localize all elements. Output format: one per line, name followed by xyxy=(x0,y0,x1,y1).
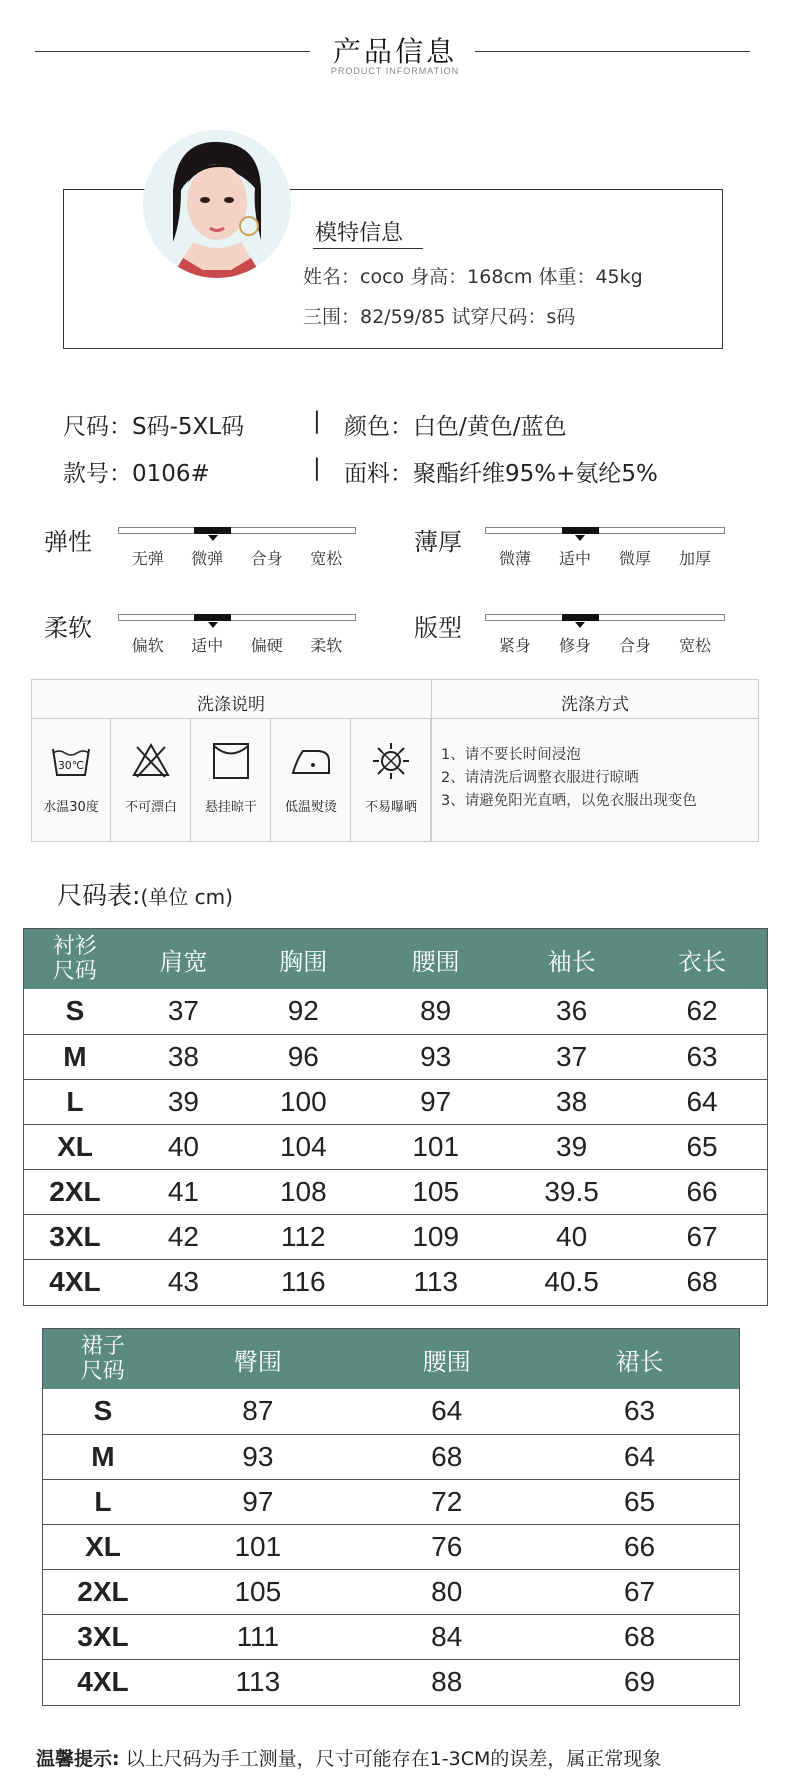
size-table-title xyxy=(57,876,233,912)
model-name-height-weight: 姓名：coco 身高：168cm 体重：45kg xyxy=(303,266,643,288)
low-iron-icon xyxy=(291,741,331,781)
shirt-value-cell: 101 xyxy=(366,1124,506,1169)
skirt-value-cell: 68 xyxy=(353,1434,541,1479)
slider-pointer-icon xyxy=(208,622,218,628)
shirt-value-cell: 41 xyxy=(126,1169,241,1214)
skirt-value-cell: 69 xyxy=(623,1665,656,1697)
skirt-header-size-line: 裙子 xyxy=(80,1334,125,1359)
tip-text: 以上尺码为手工测量，尺寸可能存在1-3CM的误差，属正常现象 xyxy=(125,1748,662,1770)
slider-option: 加厚 xyxy=(678,549,711,568)
skirt-size-cell: 2XL xyxy=(43,1569,163,1614)
tip-label: 温馨提示: xyxy=(36,1748,120,1770)
shirt-size-cell: XL xyxy=(24,1124,126,1169)
size-table-label: 尺码表: xyxy=(57,881,141,910)
skirt-table-row xyxy=(43,1479,739,1524)
shirt-value-cell: 89 xyxy=(366,989,506,1034)
washing-note: 2、请清洗后调整衣服进行晾晒 xyxy=(441,770,639,786)
shirt-size-cell: 4XL xyxy=(49,1265,101,1297)
skirt-value-cell: 105 xyxy=(163,1569,353,1614)
skirt-table-row xyxy=(43,1614,739,1659)
skirt-value-cell: 67 xyxy=(541,1569,739,1614)
slider-selected-mark xyxy=(562,527,599,534)
skirt-header-cell: 腰围 xyxy=(353,1329,541,1389)
skirt-size-cell: S xyxy=(43,1389,163,1434)
slider-option: 无弹 xyxy=(131,549,164,568)
washing-instructions-title: 洗涤说明 xyxy=(197,695,265,715)
spec-style-number: 款号：0106# xyxy=(63,461,210,487)
model-info-title: 模特信息 xyxy=(315,221,404,246)
skirt-value-cell: 84 xyxy=(353,1614,541,1659)
skirt-size-table xyxy=(43,1329,739,1704)
washing-note: 1、请不要长时间浸泡 xyxy=(441,747,581,763)
shirt-value-cell: 93 xyxy=(366,1034,506,1079)
skirt-value-cell: 97 xyxy=(163,1479,353,1524)
shirt-value-cell: 64 xyxy=(638,1079,767,1124)
shirt-value-cell: 66 xyxy=(638,1169,767,1214)
skirt-value-cell: 65 xyxy=(541,1479,739,1524)
washing-method-title: 洗涤方式 xyxy=(561,695,629,715)
shirt-header-size-line: 衬衫 xyxy=(52,934,97,959)
skirt-size-cell: M xyxy=(43,1434,163,1479)
no-bleach-cell xyxy=(111,719,191,841)
skirt-value-cell: 64 xyxy=(353,1389,541,1434)
shirt-header-cell: 腰围 xyxy=(366,929,506,989)
shirt-value-cell: 112 xyxy=(241,1214,366,1259)
shirt-value-cell: 39 xyxy=(126,1079,241,1124)
shirt-header-cell: 袖长 xyxy=(506,929,638,989)
slider-option: 柔软 xyxy=(310,636,343,655)
shirt-value-cell: 37 xyxy=(506,1034,638,1079)
hang-dry-cell xyxy=(191,719,271,841)
model-avatar xyxy=(143,130,291,278)
slider-option: 宽松 xyxy=(310,549,343,568)
skirt-value-cell: 101 xyxy=(163,1524,353,1569)
skirt-value-cell: 72 xyxy=(353,1479,541,1524)
shirt-value-cell: 38 xyxy=(126,1034,241,1079)
spec-separator: | xyxy=(313,408,321,434)
shirt-value-cell: 92 xyxy=(241,989,366,1034)
svg-text:30℃: 30℃ xyxy=(57,759,85,772)
skirt-value-cell: 76 xyxy=(353,1524,541,1569)
shirt-size-table xyxy=(24,929,767,1304)
slider-option: 修身 xyxy=(558,636,591,655)
size-tip xyxy=(36,1744,661,1771)
shirt-value-cell: 43 xyxy=(167,1265,199,1297)
shirt-header-size xyxy=(24,929,126,989)
shirt-value-cell: 104 xyxy=(241,1124,366,1169)
shirt-table-row xyxy=(24,1214,767,1259)
skirt-size-cell: XL xyxy=(43,1524,163,1569)
skirt-header-size xyxy=(43,1329,163,1389)
shirt-value-cell: 65 xyxy=(638,1124,767,1169)
shirt-value-cell: 108 xyxy=(241,1169,366,1214)
slider-option: 宽松 xyxy=(678,636,711,655)
slider-option: 偏硬 xyxy=(250,636,283,655)
shirt-header-size-line: 尺码 xyxy=(52,959,97,984)
skirt-table-row xyxy=(43,1434,739,1479)
wash-30-label: 水温30度 xyxy=(43,800,99,815)
shirt-size-cell: M xyxy=(24,1034,126,1079)
slider-option: 偏软 xyxy=(131,636,164,655)
shirt-table-row xyxy=(24,1124,767,1169)
slider-option: 微薄 xyxy=(498,549,531,568)
shirt-value-cell: 37 xyxy=(126,989,241,1034)
shirt-header-cell: 衣长 xyxy=(638,929,767,989)
spec-separator: | xyxy=(313,455,321,481)
shirt-value-cell: 68 xyxy=(686,1265,718,1297)
slider-option: 紧身 xyxy=(498,636,531,655)
spec-color: 颜色：白色/黄色/蓝色 xyxy=(344,414,567,440)
skirt-value-cell: 88 xyxy=(431,1665,463,1697)
skirt-value-cell: 66 xyxy=(541,1524,739,1569)
shirt-table-row xyxy=(24,1079,767,1124)
page-title: 产品信息 xyxy=(332,35,457,68)
shirt-value-cell: 96 xyxy=(241,1034,366,1079)
shirt-value-cell: 113 xyxy=(413,1265,459,1297)
skirt-value-cell: 68 xyxy=(541,1614,739,1659)
shirt-value-cell: 116 xyxy=(280,1265,326,1297)
skirt-table-row xyxy=(43,1389,739,1434)
hang-dry-label: 悬挂晾干 xyxy=(204,800,257,815)
shirt-value-cell: 67 xyxy=(638,1214,767,1259)
slider-selected-mark xyxy=(194,614,231,621)
slider-track xyxy=(118,527,356,534)
no-bleach-icon xyxy=(131,741,171,781)
slider-label: 薄厚 xyxy=(414,528,462,556)
spec-fabric: 面料：聚酯纤维95%+氨纶5% xyxy=(344,461,658,487)
shirt-table-row xyxy=(24,989,767,1034)
skirt-value-cell: 111 xyxy=(163,1614,353,1659)
shirt-value-cell: 63 xyxy=(638,1034,767,1079)
model-measurements: 三围：82/59/85 试穿尺码：s码 xyxy=(303,306,576,328)
skirt-value-cell: 64 xyxy=(541,1434,739,1479)
shirt-value-cell: 97 xyxy=(366,1079,506,1124)
slider-label: 柔软 xyxy=(44,614,92,642)
shirt-table-row xyxy=(24,1169,767,1214)
no-sun-cell xyxy=(351,719,431,841)
no-bleach-label: 不可漂白 xyxy=(124,800,177,815)
model-title-underline xyxy=(313,248,423,249)
shirt-value-cell: 40 xyxy=(506,1214,638,1259)
slider-pointer-icon xyxy=(575,535,585,541)
skirt-size-cell: 3XL xyxy=(43,1614,163,1659)
slider-label: 弹性 xyxy=(44,528,92,556)
skirt-header-size-line: 尺码 xyxy=(80,1359,125,1384)
shirt-value-cell: 105 xyxy=(366,1169,506,1214)
shirt-value-cell: 62 xyxy=(638,989,767,1034)
skirt-table-row xyxy=(43,1569,739,1614)
spec-size: 尺码：S码-5XL码 xyxy=(63,414,245,440)
shirt-header-cell: 肩宽 xyxy=(126,929,241,989)
shirt-table-row xyxy=(24,1259,767,1304)
shirt-size-cell: 3XL xyxy=(24,1214,126,1259)
shirt-size-cell: S xyxy=(24,989,126,1034)
slider-label: 版型 xyxy=(414,614,462,642)
shirt-value-cell: 39 xyxy=(506,1124,638,1169)
size-table-unit: (单位 cm) xyxy=(140,885,233,909)
shirt-value-cell: 40 xyxy=(126,1124,241,1169)
shirt-value-cell: 38 xyxy=(506,1079,638,1124)
slider-option: 微厚 xyxy=(618,549,651,568)
skirt-size-cell: L xyxy=(43,1479,163,1524)
skirt-value-cell: 87 xyxy=(163,1389,353,1434)
washing-notes xyxy=(441,744,697,813)
washing-note: 3、请避免阳光直晒，以免衣服出现变色 xyxy=(441,793,697,809)
skirt-header-cell: 裙长 xyxy=(541,1329,739,1389)
slider-track xyxy=(485,527,725,534)
slider-option: 适中 xyxy=(558,549,591,568)
shirt-size-cell: L xyxy=(24,1079,126,1124)
shirt-value-cell: 40.5 xyxy=(544,1265,599,1297)
slider-pointer-icon xyxy=(208,535,218,541)
skirt-table-row xyxy=(43,1524,739,1569)
no-sun-icon xyxy=(371,741,411,781)
shirt-value-cell: 100 xyxy=(241,1079,366,1124)
skirt-value-cell: 93 xyxy=(163,1434,353,1479)
shirt-header-cell: 胸围 xyxy=(241,929,366,989)
shirt-value-cell: 109 xyxy=(366,1214,506,1259)
slider-track xyxy=(118,614,356,621)
skirt-value-cell: 80 xyxy=(353,1569,541,1614)
shirt-size-cell: 2XL xyxy=(24,1169,126,1214)
shirt-value-cell: 42 xyxy=(126,1214,241,1259)
slider-option: 合身 xyxy=(618,636,651,655)
slider-selected-mark xyxy=(194,527,231,534)
shirt-value-cell: 36 xyxy=(506,989,638,1034)
slider-option: 适中 xyxy=(191,636,224,655)
wash-30-cell xyxy=(31,719,111,841)
shirt-value-cell: 39.5 xyxy=(506,1169,638,1214)
low-iron-cell xyxy=(271,719,351,841)
low-iron-label: 低温熨烫 xyxy=(284,800,337,815)
slider-selected-mark xyxy=(562,614,599,621)
wash-30-icon xyxy=(51,741,91,781)
page-subtitle: PRODUCT INFORMATION xyxy=(330,66,460,76)
hang-dry-icon xyxy=(211,741,251,781)
skirt-value-cell: 113 xyxy=(235,1665,281,1697)
skirt-table-row xyxy=(43,1659,739,1704)
slider-option: 合身 xyxy=(250,549,283,568)
skirt-size-cell: 4XL xyxy=(77,1665,129,1697)
shirt-table-row xyxy=(24,1034,767,1079)
skirt-value-cell: 63 xyxy=(541,1389,739,1434)
slider-option: 微弹 xyxy=(191,549,224,568)
slider-track xyxy=(485,614,725,621)
slider-pointer-icon xyxy=(575,622,585,628)
no-sun-label: 不易曝晒 xyxy=(364,800,417,815)
skirt-header-cell: 臀围 xyxy=(163,1329,353,1389)
